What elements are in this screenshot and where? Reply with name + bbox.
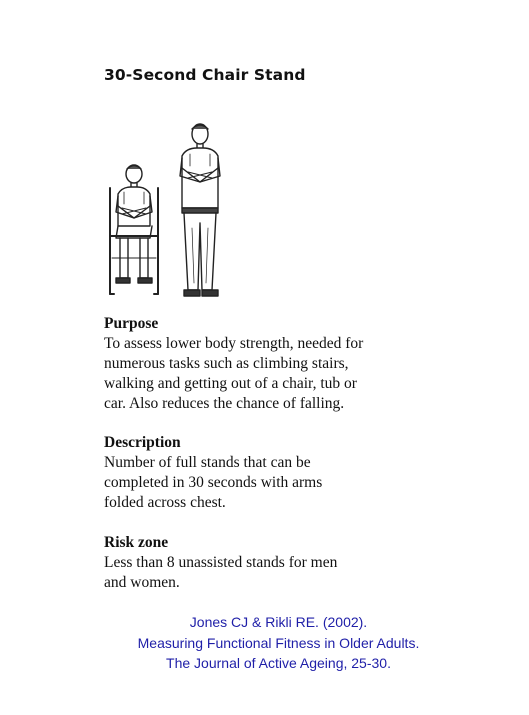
risk-zone-line: and women. [104,574,180,591]
purpose-line: car. Also reduces the chance of falling. [104,395,345,412]
purpose-line: To assess lower body strength, needed for [104,335,364,352]
description-line: Number of full stands that can be [104,454,311,471]
description-section [104,433,322,513]
description-line: folded across chest. [104,494,226,511]
description-heading: Description [104,434,181,451]
purpose-line: walking and getting out of a chair, tub or [104,375,357,392]
page-title: 30-Second Chair Stand [104,66,306,84]
risk-zone-heading: Risk zone [104,534,169,551]
citation-journal: The Journal of Active Ageing, 25-30. [166,655,391,671]
description-line: completed in 30 seconds with arms [104,474,323,491]
citation-title: Measuring Functional Fitness in Older Adults. [137,635,420,651]
seated-man-figure [110,165,158,294]
purpose-line: numerous tasks such as climbing stairs, [104,355,349,372]
purpose-section [104,314,363,414]
risk-zone-section [104,533,337,593]
chair-stand-illustration [104,118,254,304]
purpose-heading: Purpose [104,315,159,332]
standing-man-figure [180,124,220,296]
risk-zone-line: Less than 8 unassisted stands for men [104,554,338,571]
citation-authors: Jones CJ & Rikli RE. (2002). [189,614,368,630]
